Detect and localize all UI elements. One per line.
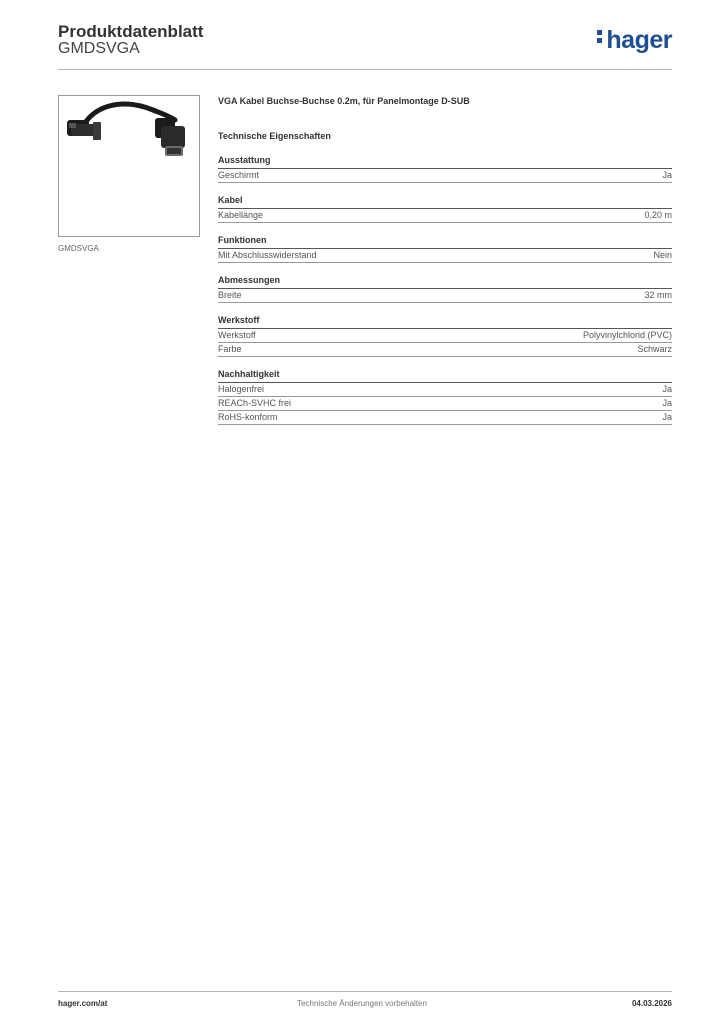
spec-label: Mit Abschlusswiderstand	[218, 250, 317, 260]
spec-group-abmessungen	[218, 275, 672, 303]
spec-label: Werkstoff	[218, 330, 256, 340]
spec-value: 0,20 m	[644, 210, 672, 220]
logo-text: hager	[606, 26, 672, 54]
product-description: VGA Kabel Buchse-Buchse 0.2m, für Panelmontage D-SUB	[218, 96, 470, 106]
footer-website-link[interactable]: hager.com/at	[58, 999, 108, 1008]
footer-notice: Technische Änderungen vorbehalten	[297, 999, 427, 1008]
spec-row	[218, 169, 672, 183]
spec-value: Ja	[662, 398, 672, 408]
spec-value: Ja	[662, 384, 672, 394]
spec-value: Schwarz	[637, 344, 672, 354]
vga-cable-icon	[59, 96, 199, 236]
section-title: Technische Eigenschaften	[218, 131, 331, 141]
spec-value: Polyvinylchlorid (PVC)	[582, 330, 672, 340]
spec-row	[218, 249, 672, 263]
product-image	[58, 95, 200, 237]
spec-value: Ja	[662, 412, 672, 422]
spec-label: Halogenfrei	[218, 384, 265, 394]
spec-group-ausstattung	[218, 155, 672, 183]
logo-colon-icon	[597, 27, 603, 46]
spec-row	[218, 289, 672, 303]
product-details	[218, 96, 672, 437]
header-divider	[58, 69, 672, 70]
spec-row	[218, 383, 672, 397]
spec-row	[218, 397, 672, 411]
spec-label: RoHS-konform	[218, 412, 278, 422]
group-title: Abmessungen	[218, 275, 672, 289]
image-caption: GMDSVGA	[58, 244, 99, 253]
spec-group-kabel	[218, 195, 672, 223]
spec-label: Breite	[218, 290, 242, 300]
spec-value: 32 mm	[644, 290, 672, 300]
spec-group-nachhaltigkeit	[218, 369, 672, 425]
spec-row	[218, 209, 672, 223]
spec-row	[218, 329, 672, 343]
spec-row	[218, 343, 672, 357]
spec-label: Geschirmt	[218, 170, 260, 180]
hager-logo	[597, 26, 672, 55]
spec-label: Farbe	[218, 344, 242, 354]
group-title: Funktionen	[218, 235, 672, 249]
group-title: Nachhaltigkeit	[218, 369, 672, 383]
spec-group-funktionen	[218, 235, 672, 263]
spec-value: Nein	[653, 250, 672, 260]
page-title: Produktdatenblatt	[58, 22, 204, 41]
group-title: Ausstattung	[218, 155, 672, 169]
page-subtitle: GMDSVGA	[58, 40, 140, 57]
footer-date: 04.03.2026	[631, 999, 672, 1008]
group-title: Kabel	[218, 195, 672, 209]
spec-group-werkstoff	[218, 315, 672, 357]
spec-value: Ja	[662, 170, 672, 180]
spec-row	[218, 411, 672, 425]
spec-label: Kabellänge	[218, 210, 264, 220]
group-title: Werkstoff	[218, 315, 672, 329]
footer-divider	[58, 991, 672, 992]
spec-label: REACh-SVHC frei	[218, 398, 292, 408]
